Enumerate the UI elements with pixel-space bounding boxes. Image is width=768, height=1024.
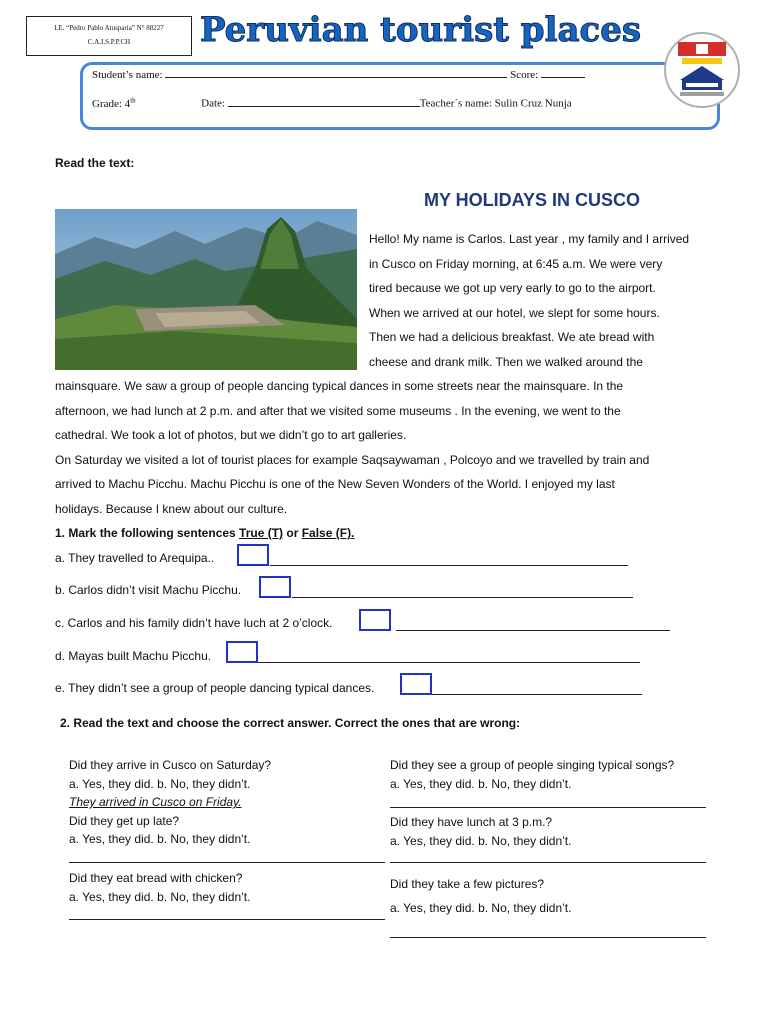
answer-line-left-3[interactable] — [69, 919, 385, 920]
story-line: cheese and drank milk. Then we walked around the — [369, 354, 643, 369]
tf-item-c: c. Carlos and his family didn’t have luch at 2 o’clock. — [55, 616, 333, 630]
answer-line-right-1[interactable] — [390, 807, 706, 808]
exercise2-instruction: 2. Read the text and choose the correct answer. Correct the ones that are wrong: — [60, 716, 521, 730]
student-name-field[interactable] — [165, 68, 507, 78]
answer-options: a. Yes, they did. b. No, they didn’t. — [390, 833, 572, 848]
tf-line-a[interactable] — [270, 565, 628, 566]
school-name: I.E. “Pedro Pablo Atusparia” N° 88227 — [54, 24, 164, 32]
teacher-name: Teacher´s name: Sulin Cruz Nunja — [419, 97, 572, 110]
sample-answer: They arrived in Cusco on Friday. — [69, 795, 242, 809]
tf-answer-box-a[interactable] — [237, 544, 269, 566]
read-instruction: Read the text: — [55, 156, 135, 170]
story-line: tired because we got up very early to go to the airport. — [369, 281, 656, 295]
answer-line-right-3[interactable] — [390, 937, 706, 938]
answer-line-right-2[interactable] — [390, 862, 706, 863]
story-line: Then we had a delicious breakfast. We ate bread with — [369, 330, 655, 344]
machu-picchu-photo — [55, 209, 357, 370]
school-crest-icon — [664, 32, 740, 108]
score-field[interactable] — [541, 68, 585, 78]
exercise1-instruction: 1. Mark the following sentences True (T) or False (F). — [55, 526, 355, 540]
date-field[interactable] — [228, 97, 420, 107]
tf-answer-box-d[interactable] — [226, 641, 258, 663]
tf-answer-box-e[interactable] — [400, 673, 432, 695]
answer-line-left-2[interactable] — [69, 862, 385, 863]
question-right-3 — [390, 875, 571, 917]
question-left-3 — [69, 869, 250, 906]
story-body — [55, 374, 713, 521]
tf-answer-box-c[interactable] — [359, 609, 391, 631]
story-line: cathedral. We took a lot of photos, but we didn’t go to art galleries. — [55, 428, 407, 442]
story-line: When we arrived at our hotel, we slept for some hours. — [369, 305, 660, 320]
tf-line-e[interactable] — [432, 694, 642, 695]
question-right-2 — [390, 813, 571, 850]
tf-item-d: d. Mayas built Machu Picchu. — [55, 649, 212, 663]
student-name-label: Student’s name: — [92, 69, 163, 81]
student-name-row — [92, 68, 585, 81]
story-intro — [369, 227, 713, 374]
tf-item-e: e. They didn’t see a group of people dancing typical dances. — [55, 681, 375, 695]
question-text: Did they have lunch at 3 p.m.? — [390, 815, 553, 829]
story-line: Hello! My name is Carlos. Last year , my family and I arrived — [369, 232, 690, 246]
story-line: arrived to Machu Picchu. Machu Picchu is one of the New Seven Wonders of the World. I enjoyed my last — [55, 477, 615, 491]
story-title: MY HOLIDAYS IN CUSCO — [424, 190, 641, 210]
grade-date-row — [92, 96, 572, 110]
story-line: in Cusco on Friday morning, at 6:45 a.m. We were very — [369, 256, 663, 271]
story-line: afternoon, we had lunch at 2 p.m. and after that we visited some museums . In the evening, we went to the — [55, 403, 621, 418]
answer-options: a. Yes, they did. b. No, they didn’t. — [69, 832, 251, 846]
question-text: Did they eat bread with chicken? — [69, 871, 243, 885]
tf-item-a: a. They travelled to Arequipa.. — [55, 551, 215, 565]
tf-item-b: b. Carlos didn’t visit Machu Picchu. — [55, 583, 242, 597]
story-line: holidays. Because I knew about our culture. — [55, 501, 288, 516]
worksheet-title: Peruvian tourist places — [200, 10, 641, 50]
grade-label: Grade: 4th — [92, 96, 136, 110]
story-line: mainsquare. We saw a group of people dancing typical dances in some streets near the mainsquare. In the — [55, 379, 624, 393]
score-label: Score: — [510, 69, 539, 81]
story-line: On Saturday we visited a lot of tourist places for example Saqsaywaman , Polcoyo and we travelled by train and — [55, 452, 650, 467]
answer-options: a. Yes, they did. b. No, they didn’t. — [69, 889, 251, 904]
school-info-box — [26, 16, 192, 56]
question-text: Did they take a few pictures? — [390, 877, 545, 891]
question-text: Did they arrive in Cusco on Saturday? — [69, 758, 272, 772]
answer-options: a. Yes, they did. b. No, they didn’t. — [390, 900, 572, 915]
answer-options: a. Yes, they did. b. No, they didn’t. — [69, 776, 251, 791]
question-left-1 — [69, 756, 271, 849]
school-code: C.A.I.S.P.P.CH — [87, 38, 131, 46]
question-right-1 — [390, 756, 674, 793]
tf-line-d[interactable] — [258, 662, 640, 663]
question-text: Did they see a group of people singing typical songs? — [390, 758, 675, 772]
tf-line-b[interactable] — [292, 597, 633, 598]
question-text: Did they get up late? — [69, 813, 180, 828]
answer-options: a. Yes, they did. b. No, they didn’t. — [390, 776, 572, 791]
date-label: Date: — [201, 97, 225, 110]
tf-answer-box-b[interactable] — [259, 576, 291, 598]
tf-line-c[interactable] — [396, 630, 670, 631]
